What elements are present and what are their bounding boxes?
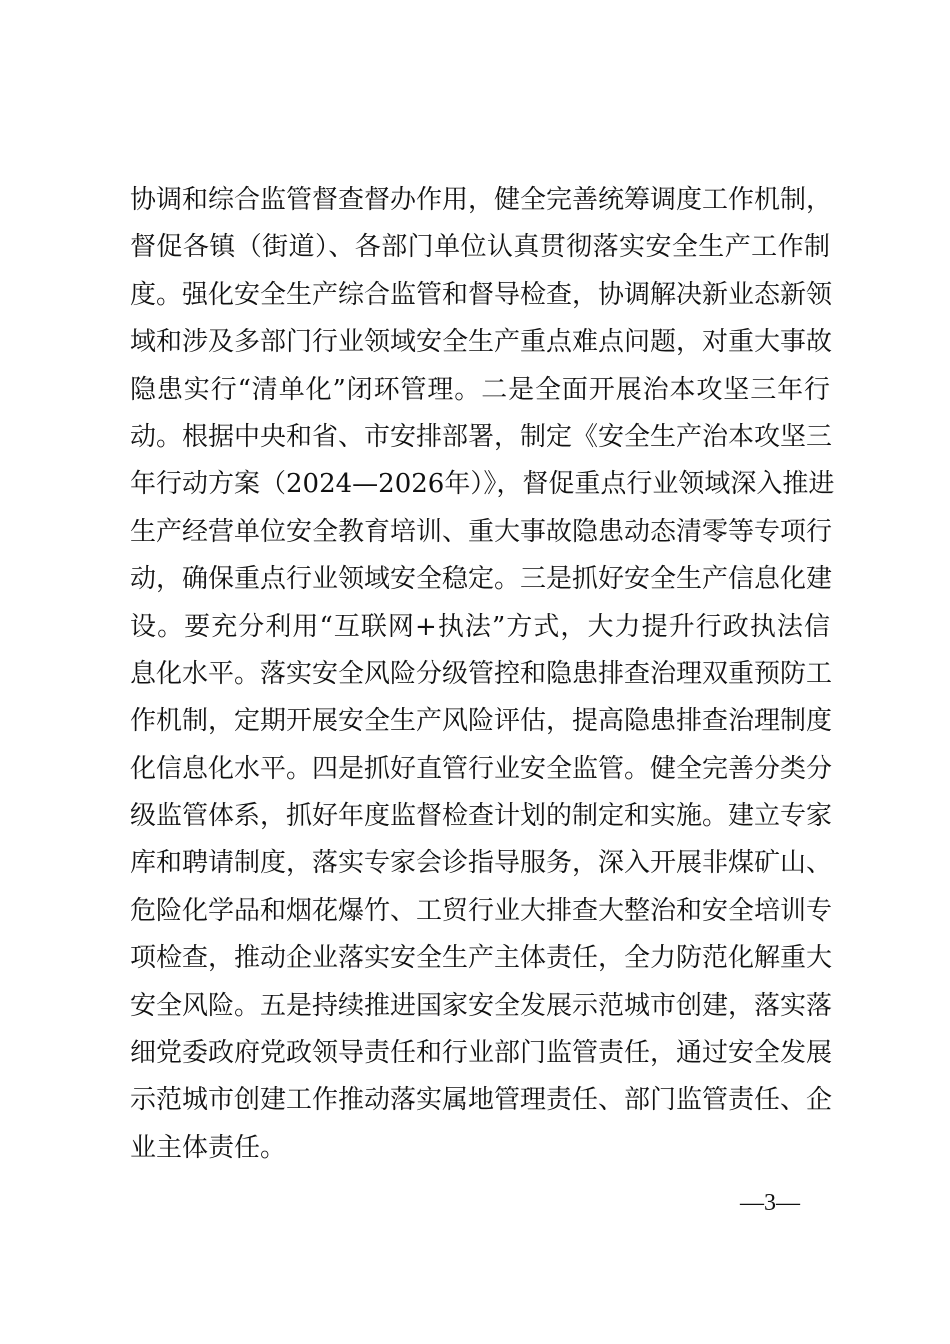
text-line: 作机制，定期开展安全生产风险评估，提高隐患排查治理制度	[130, 706, 833, 737]
page-number: —3—	[740, 1190, 800, 1216]
body-text	[130, 177, 835, 1172]
text-line: 级监管体系，抓好年度监督检查计划的制定和实施。建立专家	[130, 801, 833, 832]
text-line: 化信息化水平。四是抓好直管行业安全监管。健全完善分类分	[130, 753, 833, 784]
text-line: 业主体责任。	[130, 1132, 287, 1163]
text-line: 动，确保重点行业领域安全稳定。三是抓好安全生产信息化建	[130, 564, 833, 595]
text-line: 度。强化安全生产综合监管和督导检查，协调解决新业态新领	[130, 279, 833, 310]
text-line: 动。根据中央和省、市安排部署，制定《安全生产治本攻坚三	[130, 421, 833, 452]
text-line: 库和聘请制度，落实专家会诊指导服务，深入开展非煤矿山、	[130, 848, 833, 879]
text-line: 域和涉及多部门行业领域安全生产重点难点问题，对重大事故	[130, 327, 833, 358]
text-line: 细党委政府党政领导责任和行业部门监管责任，通过安全发展	[130, 1038, 833, 1069]
text-line: 示范城市创建工作推动落实属地管理责任、部门监管责任、企	[130, 1085, 833, 1116]
text-line: 项检查，推动企业落实安全生产主体责任，全力防范化解重大	[130, 943, 833, 974]
text-line: 年行动方案（2024—2026年）》，督促重点行业领域深入推进	[130, 469, 835, 500]
text-line: 协调和综合监管督查督办作用，健全完善统筹调度工作机制，	[130, 185, 833, 215]
text-line: 安全风险。五是持续推进国家安全发展示范城市创建，落实落	[130, 990, 833, 1021]
text-line: 危险化学品和烟花爆竹、工贸行业大排查大整治和安全培训专	[130, 895, 833, 926]
text-line: 设。要充分利用“互联网+执法”方式，大力提升行政执法信	[130, 611, 830, 642]
text-line: 督促各镇（街道）、各部门单位认真贯彻落实安全生产工作制	[130, 232, 830, 263]
text-line: 息化水平。落实安全风险分级管控和隐患排查治理双重预防工	[130, 658, 833, 689]
text-line: 隐患实行“清单化”闭环管理。二是全面开展治本攻坚三年行	[130, 374, 830, 405]
text-line: 生产经营单位安全教育培训、重大事故隐患动态清零等专项行	[130, 516, 833, 547]
